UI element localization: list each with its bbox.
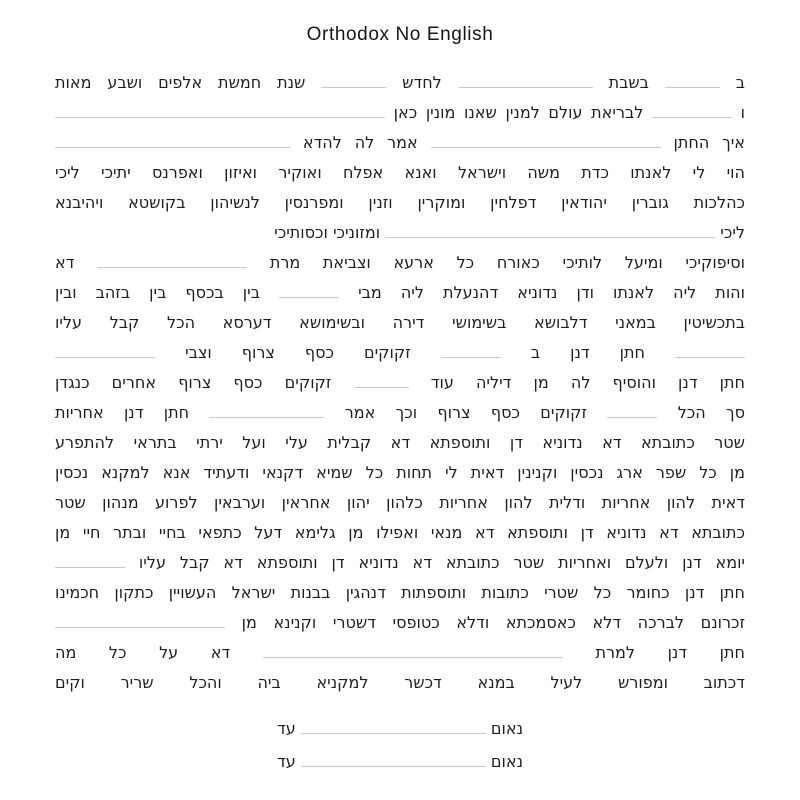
text-line-8 xyxy=(55,278,745,308)
hebrew-text: מן כל שפר ארג נכסין וקנינין דאית לי תחות כל שמיא דקנאי ודעתיד אנא למקנא נכסין xyxy=(55,463,745,482)
hebrew-text: והות ליה לאנתו ודן נדוניא דהנעלת ליה מבי xyxy=(358,283,745,302)
hebrew-text: בתכשיטין במאני דלבושא בשימושי דירה ובשימושא דערסא הכל קבל עליו xyxy=(55,313,745,332)
hebrew-text: חתן דנן למרת xyxy=(595,643,745,662)
fill-in-blank xyxy=(301,753,486,767)
hebrew-text: חתן דנן ב xyxy=(530,343,645,362)
hebrew-text: זקוקים כסף צרוף וצבי xyxy=(185,343,411,362)
fill-in-blank xyxy=(665,74,720,88)
hebrew-text: חתן דנן והוסיף לה מן דיליה עוד xyxy=(430,373,745,392)
text-line-17 xyxy=(55,548,745,578)
hebrew-text: דאית להון אחריות ודלית להון אחריות כלהון יהון אחראין וערבאין לפרוע מנהון שטר xyxy=(55,493,745,512)
fill-in-blank xyxy=(385,224,715,238)
hebrew-text: זקוקים כסף צרוף אחרים כנגדן xyxy=(55,373,332,392)
witness-signature-block xyxy=(55,712,745,778)
fill-in-blank xyxy=(652,104,732,118)
hebrew-text: עד xyxy=(276,719,296,738)
text-line-15 xyxy=(55,488,745,518)
hebrew-text: נאום xyxy=(490,719,523,738)
hebrew-text: לבריאת עולם למנין שאנו מונין כאן xyxy=(393,103,644,122)
ketubah-body-lines xyxy=(55,68,745,698)
text-line-12 xyxy=(55,398,745,428)
hebrew-text: בין בכסף בין בזהב ובין xyxy=(55,283,260,302)
hebrew-text: חתן דנן אחריות xyxy=(55,403,190,422)
fill-in-blank xyxy=(458,74,593,88)
hebrew-text: זקוקים כסף צרוף וכך אמר xyxy=(344,403,588,422)
fill-in-blank xyxy=(607,404,657,418)
text-line-10 xyxy=(55,338,745,368)
text-line-5 xyxy=(55,188,745,218)
hebrew-text: לחדש xyxy=(402,73,442,92)
fill-in-blank xyxy=(97,254,247,268)
text-line-9 xyxy=(55,308,745,338)
fill-in-blank xyxy=(209,404,324,418)
hebrew-text: אמר לה להדא xyxy=(302,133,418,152)
text-line-3 xyxy=(55,128,745,158)
witness-line-1 xyxy=(55,712,745,745)
hebrew-text: ליכי xyxy=(720,223,745,242)
fill-in-blank xyxy=(263,644,563,658)
hebrew-text: דא xyxy=(55,253,75,272)
hebrew-text: שנת חמשת אלפים ושבע מאות xyxy=(55,73,306,92)
hebrew-text: סך הכל xyxy=(677,403,745,422)
fill-in-blank xyxy=(321,74,386,88)
hebrew-text: כתובתא דא נדוניא דן ותוספתא דא מנאי ואפילו מן גלימא דעל כתפאי בחיי ובתר חיי מן xyxy=(55,523,745,542)
text-line-20 xyxy=(55,638,745,668)
fill-in-blank xyxy=(55,614,225,628)
hebrew-text: עד xyxy=(276,752,296,771)
text-line-1 xyxy=(55,68,745,98)
hebrew-text: חתן דנן כחומר כל שטרי כתובות ותוספתות דנהגין בבנות ישראל העשויין כתקון חכמינו xyxy=(55,583,745,602)
fill-in-blank xyxy=(441,344,501,358)
fill-in-blank xyxy=(354,374,409,388)
hebrew-text: נאום xyxy=(490,752,523,771)
page-title: Orthodox No English xyxy=(306,24,494,45)
hebrew-text: דכתוב ומפורש לעיל במנא דכשר למקניא ביה והכל שריר וקים xyxy=(55,673,745,692)
hebrew-text: וסיפוקיכי ומיעל לותיכי כאורח כל ארעא וצביאת מרת xyxy=(269,253,745,272)
text-line-16 xyxy=(55,518,745,548)
hebrew-text: ומזוניכי וכסותיכי xyxy=(274,223,381,242)
hebrew-text: איך החתן xyxy=(673,133,745,152)
hebrew-text: בשבת xyxy=(608,73,649,92)
text-line-21 xyxy=(55,668,745,698)
fill-in-blank xyxy=(301,720,486,734)
text-line-13 xyxy=(55,428,745,458)
text-line-2 xyxy=(55,98,745,128)
hebrew-text: ו xyxy=(740,103,745,122)
ketubah-text-block xyxy=(55,68,745,778)
fill-in-blank xyxy=(431,134,661,148)
witness-line-2 xyxy=(55,745,745,778)
hebrew-text: הוי לי לאנתו כדת משה וישראל ואנא אפלח ואוקיר ואיזון ואפרנס יתיכי ליכי xyxy=(55,163,745,182)
hebrew-text: זכרונם לברכה דלא כאסמכתא ודלא כטופסי דשטרי וקנינא מן xyxy=(241,613,745,632)
text-line-11 xyxy=(55,368,745,398)
text-line-19 xyxy=(55,608,745,638)
hebrew-text: ב xyxy=(735,73,745,92)
text-line-14 xyxy=(55,458,745,488)
hebrew-text: כהלכות גוברין יהודאין דפלחין ומוקרין וזנין ומפרנסין לנשיהון בקושטא ויהיבנא xyxy=(55,193,745,212)
hebrew-text: יומא דנן ולעלם ואחריות שטר כתובתא דא נדוניא דן ותוספתא דא קבל עליו xyxy=(138,553,745,572)
text-line-7 xyxy=(55,248,745,278)
fill-in-blank xyxy=(279,284,339,298)
text-line-4 xyxy=(55,158,745,188)
fill-in-blank xyxy=(55,554,125,568)
fill-in-blank xyxy=(55,134,290,148)
fill-in-blank xyxy=(675,344,745,358)
text-line-6 xyxy=(55,218,745,248)
fill-in-blank xyxy=(55,344,155,358)
fill-in-blank xyxy=(55,104,385,118)
hebrew-text: דא על כל מה xyxy=(55,643,231,662)
hebrew-text: שטר כתובתא דא נדוניא דן ותוספתא דא קבלית עלי ועל ירתי בתראי להתפרע xyxy=(55,433,745,452)
text-line-18 xyxy=(55,578,745,608)
